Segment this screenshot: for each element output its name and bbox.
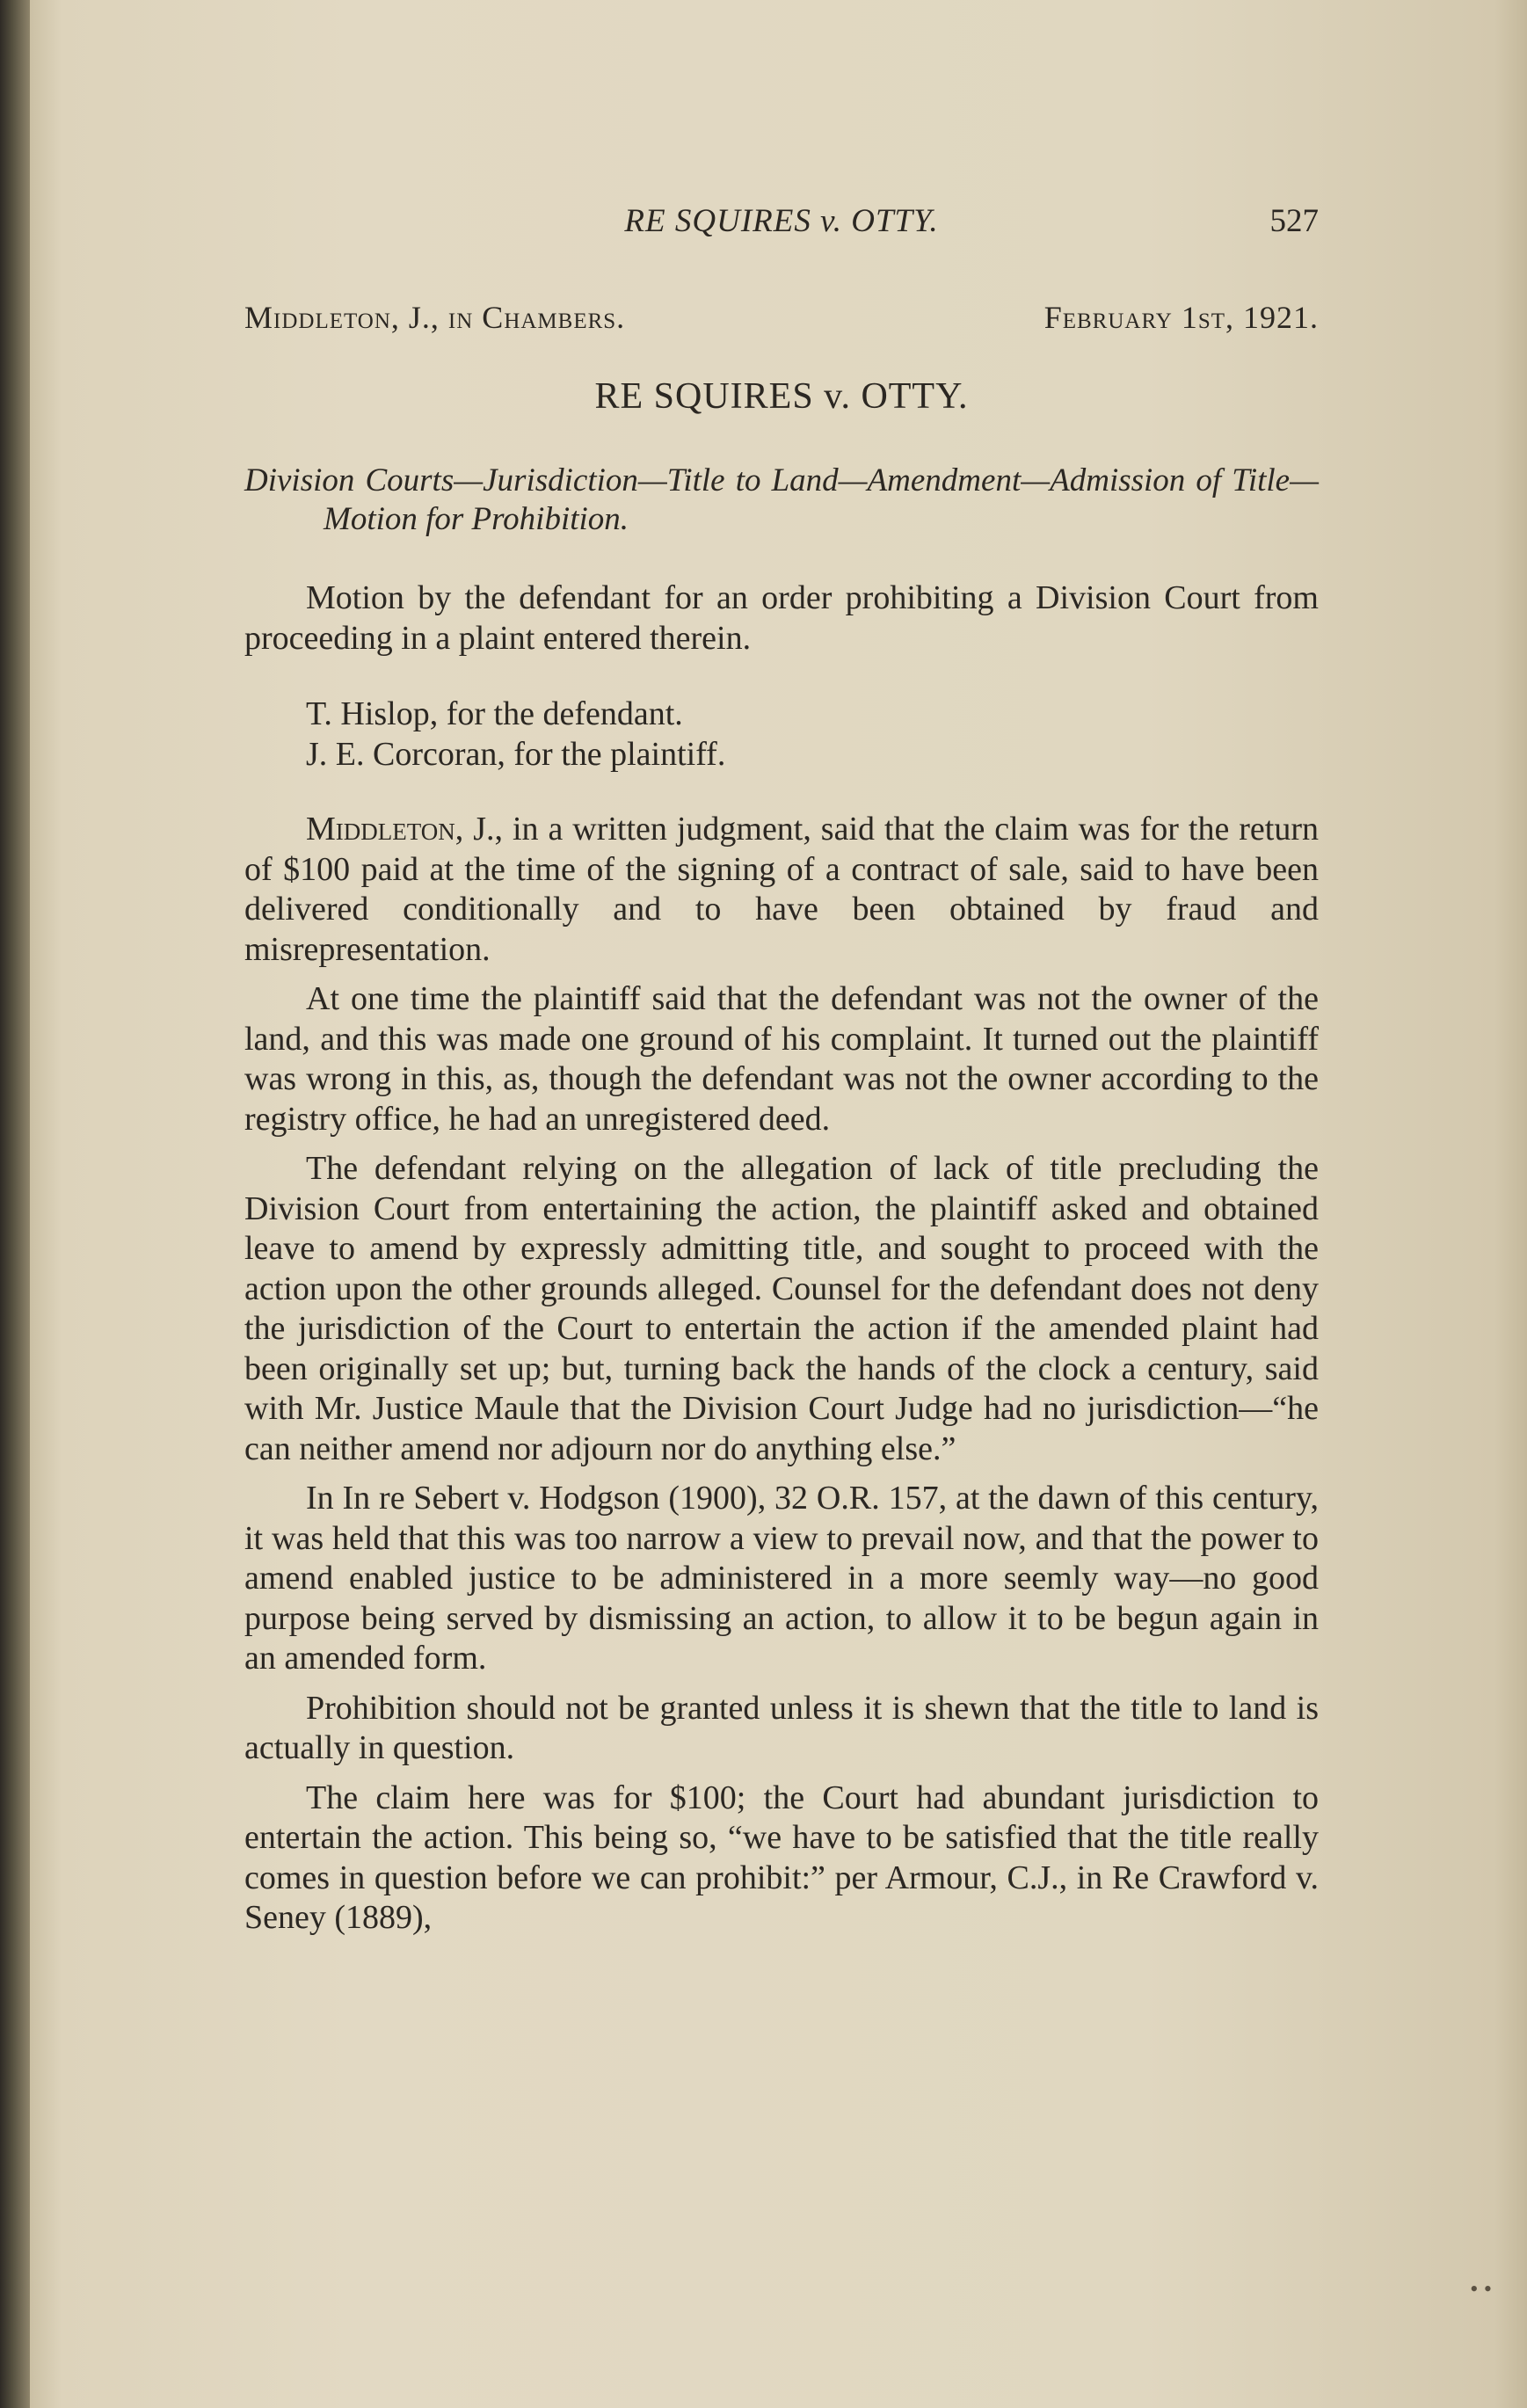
judgment-date: February 1st, 1921.	[1043, 300, 1319, 335]
body-paragraph: The claim here was for $100; the Court had abundant jurisdiction to entertain the action. This being so, “we have to be satisfied that the title really comes in question before we can prohibit:” per Armour, C.J., in Re Crawford v. Seney (1889),	[244, 1779, 1319, 1936]
counsel-plaintiff: J. E. Corcoran, for the plaintiff.	[306, 736, 726, 773]
judgment-paragraph	[244, 810, 1319, 970]
body-paragraph: The defendant relying on the allegation of lack of title precluding the Division Court from entertaining the action, the plaintiff asked and obtained leave to amend by expressly admitting title, and sought to proceed with the action upon the other grounds alleged. Counsel for the defendant does not deny the jurisdiction of the Court to entertain the action if the amended plaint had been originally set up; but, turning back the hands of the clock a century, said with Mr. Justice Maule that the Division Court Judge had no jurisdiction—“he can neither amend nor adjourn nor do anything else.”	[244, 1150, 1319, 1467]
case-title: RE SQUIRES v. OTTY.	[594, 376, 969, 417]
headnote: Division Courts—Jurisdiction—Title to Land—Amendment—Admission of Title—Motion for Prohibition.	[244, 462, 1319, 537]
text-block	[244, 202, 1319, 1948]
page-number: 527	[1269, 203, 1319, 239]
running-title: RE SQUIRES v. OTTY.	[624, 203, 939, 239]
footer-marks: • •	[1470, 2276, 1492, 2302]
body-paragraph: In In re Sebert v. Hodgson (1900), 32 O.R. 157, at the dawn of this century, it was held that this was too narrow a view to prevail now, and that the power to amend enabled justice to be administered in a more seemly way—no good purpose being served by dismissing an action, to allow it to be begun again in an amended form.	[244, 1480, 1319, 1677]
counsel-defendant: T. Hislop, for the defendant.	[306, 695, 683, 732]
judge-chambers: Middleton, J., in Chambers.	[244, 300, 626, 335]
court-line	[244, 299, 1319, 336]
counsel-list	[244, 694, 1319, 775]
body-paragraph: Prohibition should not be granted unless it is shewn that the title to land is actually in question.	[244, 1689, 1319, 1766]
running-head	[244, 202, 1319, 255]
judgment-speaker: Middleton, J.	[306, 811, 495, 848]
book-binding	[0, 0, 30, 2408]
body-paragraph: At one time the plaintiff said that the defendant was not the owner of the land, and this was made one ground of his complaint. It turned out the plaintiff was wrong in this, as, though the defendant was not the owner according to the registry office, he had an unregistered deed.	[244, 980, 1319, 1138]
motion-paragraph: Motion by the defendant for an order prohibiting a Division Court from proceeding in a plaint entered therein.	[244, 579, 1319, 657]
judgment-paragraph-text: , in a written judgment, said that the claim was for the return of $100 paid at the time of the signing of a contract of sale, said to have been delivered conditionally and to have been obtained by fraud and misrepresentation.	[244, 811, 1319, 968]
